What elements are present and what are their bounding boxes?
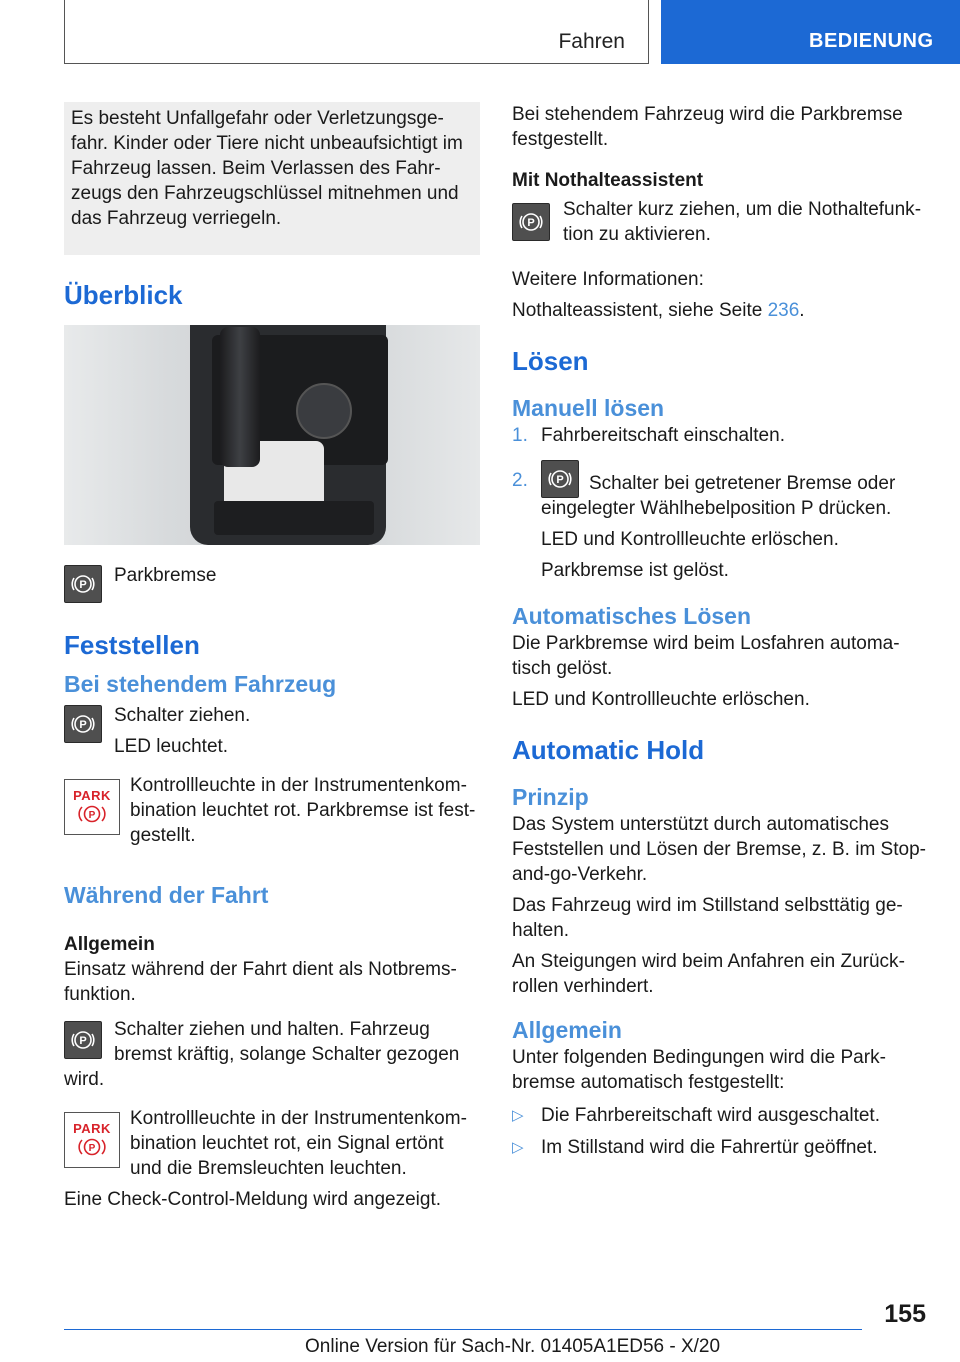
step2-line3: Parkbremse ist gelöst.: [541, 560, 729, 581]
halten-tail: wird.: [64, 1069, 105, 1090]
parking-brake-icon: [512, 203, 550, 241]
parking-brake-photo: [64, 325, 480, 545]
fahrt-heading: Während der Fahrt: [64, 882, 269, 908]
allgemein-right-heading: Allgemein: [512, 1017, 622, 1043]
manuell-heading: Manuell lösen: [512, 395, 665, 421]
park-warning-icon: [64, 1112, 120, 1168]
parking-brake-icon: [541, 460, 579, 498]
kontroll1-text: Kontrollleuchte in der Instrumentenkombination leuchtet rot. Parkbremse ist festgestellt.: [130, 775, 476, 846]
bullet-text: Die Fahrbereitschaft wird ausgeschaltet.: [541, 1105, 880, 1126]
prinzip-text: Das System unterstützt durch automatisches Feststellen und Lösen der Bremse, z. B. im Stop-and-go-Verkehr.: [512, 814, 926, 885]
footer-divider: [64, 1329, 862, 1330]
kontroll1-row: [64, 773, 480, 848]
feststellen-heading: Feststellen: [64, 630, 200, 660]
auto-loesen-text: Die Parkbremse wird beim Losfahren automatisch gelöst.: [512, 633, 900, 679]
footer-text: Online Version für Sach-Nr. 01405A1ED56 - X/20: [305, 1336, 721, 1357]
warning-box: [64, 102, 480, 255]
svg-text:P: P: [79, 1035, 87, 1047]
automatic-hold-heading: Automatic Hold: [512, 735, 705, 765]
weitere-info: Weitere Informationen:: [512, 269, 704, 290]
manuell-steps: [512, 423, 928, 583]
parking-brake-icon: [64, 705, 102, 743]
svg-text:P: P: [88, 1143, 96, 1154]
nothalte-text: Schalter kurz ziehen, um die Nothaltefunktion zu aktivieren.: [563, 199, 922, 245]
gear-lever-image: [220, 327, 260, 467]
stehend-heading: Bei stehendem Fahrzeug: [64, 671, 337, 697]
prinzip-heading: Prinzip: [512, 784, 589, 810]
step-number: 1.: [512, 425, 528, 446]
step-item: [512, 460, 928, 583]
reference-end: .: [799, 300, 805, 321]
check-control-text: Eine Check-Control-Meldung wird angezeigt.: [64, 1189, 442, 1210]
right-column: [512, 102, 928, 1160]
svg-text:P: P: [79, 579, 87, 591]
allgemein-left-heading: Allgemein: [64, 934, 155, 955]
park-warning-icon: [64, 779, 120, 835]
kontroll2-text: Kontrollleuchte in der Instrumentenkombination leuchtet rot, ein Signal ertönt und die Bremsleuchten leuchten.: [130, 1108, 467, 1179]
idrive-knob-image: [296, 383, 352, 439]
step-item: [512, 423, 928, 448]
svg-text:P: P: [79, 719, 87, 731]
stillstand-text: Das Fahrzeug wird im Stillstand selbsttätig gehalten.: [512, 895, 903, 941]
header-chapter-tab: [661, 0, 960, 64]
list-item: [512, 1135, 928, 1160]
parking-brake-icon: [64, 1021, 102, 1059]
left-column: [64, 102, 480, 1212]
step-text: Fahrbereitschaft einschalten.: [541, 425, 785, 446]
auto-led-text: LED und Kontrollleuchte erlöschen.: [512, 689, 810, 710]
step-number: 2.: [512, 470, 528, 491]
header-chapter: BEDIENUNG: [809, 30, 934, 52]
steigung-text: An Steigungen wird beim Anfahren ein Zurückrollen verhindert.: [512, 951, 905, 997]
halten-row: [64, 1017, 480, 1067]
page-number: 155: [884, 1300, 926, 1328]
nothalte-row: [512, 197, 928, 247]
overview-heading: Überblick: [64, 280, 183, 310]
caption-row: [64, 565, 480, 603]
auto-loesen-heading: Automatisches Lösen: [512, 603, 751, 629]
svg-text:P: P: [527, 217, 535, 229]
step2-line2: LED und Kontrollleuchte erlöschen.: [541, 529, 839, 550]
allgemein-left-text: Einsatz während der Fahrt dient als Notbremsfunktion.: [64, 959, 457, 1005]
warning-text: Es besteht Unfallgefahr oder Verletzungsgefahr. Kinder oder Tiere nicht unbeaufsichtigt im Fahrzeug lassen. Beim Verlassen des Fahrzeugs den Fahrzeugschlüssel mitnehmen und das Fahrzeug verriegeln.: [71, 108, 463, 229]
kontroll2-row: [64, 1106, 480, 1181]
photo-caption: Parkbremse: [114, 565, 217, 586]
header-section: Fahren: [558, 30, 625, 53]
svg-text:P: P: [556, 474, 564, 486]
stehend-line2: LED leuchtet.: [114, 736, 229, 757]
right-intro: Bei stehendem Fahrzeug wird die Parkbremse festgestellt.: [512, 104, 903, 150]
triangle-bullet-icon: ▷: [512, 1107, 524, 1124]
reference-text: Nothalteassistent, siehe Seite: [512, 300, 768, 321]
step-text: Schalter bei getretener Bremse oder eingelegter Wählhebelposition P drücken.: [541, 473, 896, 519]
parking-brake-icon: [64, 565, 102, 603]
park-label: PARK: [73, 788, 111, 803]
bullet-text: Im Stillstand wird die Fahrertür geöffnet.: [541, 1137, 878, 1158]
triangle-bullet-icon: ▷: [512, 1139, 524, 1156]
allgemein-right-text: Unter folgenden Bedingungen wird die Parkbremse automatisch festgestellt:: [512, 1047, 886, 1093]
reference-line: [512, 298, 928, 323]
park-label: PARK: [73, 1121, 111, 1136]
stehend-line1: Schalter ziehen.: [114, 705, 251, 726]
loesen-heading: Lösen: [512, 346, 589, 376]
button-strip-image: [214, 501, 374, 535]
list-item: [512, 1103, 928, 1128]
halten-text: Schalter ziehen und halten. Fahrzeug bremst kräftig, solange Schalter gezogen: [114, 1019, 460, 1065]
stehend-row: [64, 703, 480, 759]
reference-page-link[interactable]: 236: [767, 300, 800, 321]
svg-text:P: P: [88, 810, 96, 821]
conditions-list: [512, 1103, 928, 1160]
nothalte-heading: Mit Nothalteassistent: [512, 170, 704, 191]
